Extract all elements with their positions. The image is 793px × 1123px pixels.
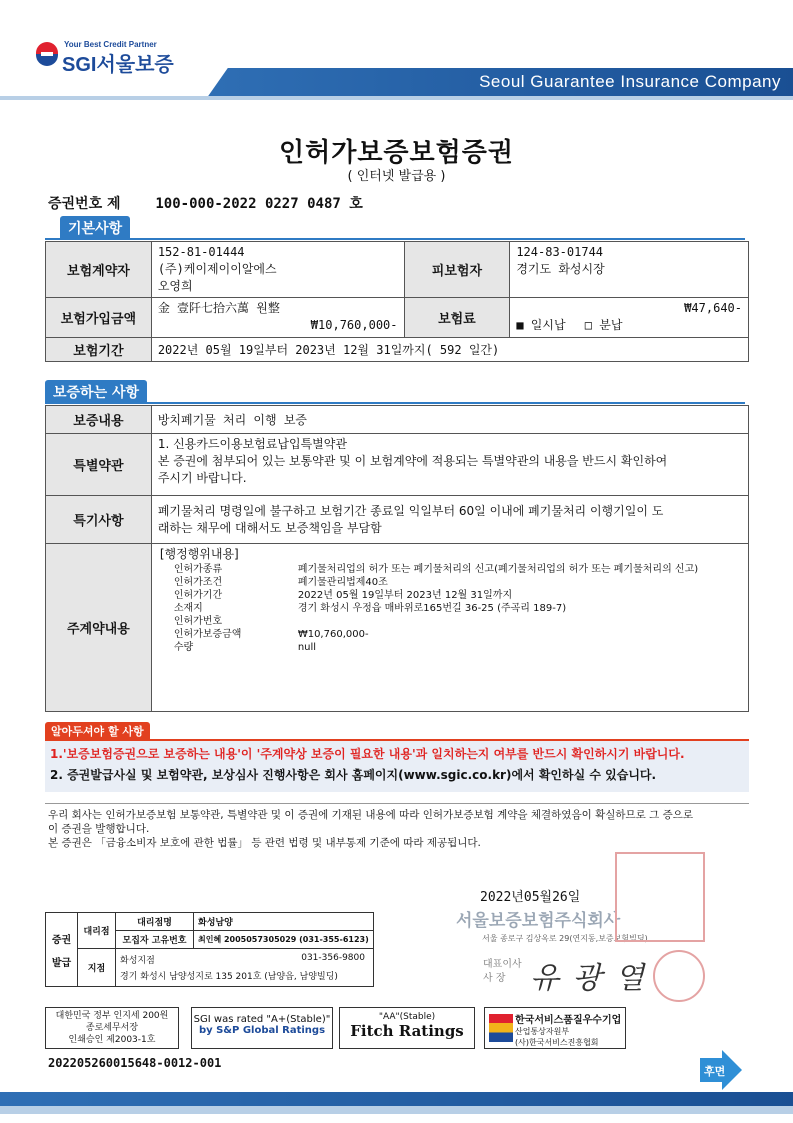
branch-address: 경기 화성시 남양성지로 135 201호 (남양읍, 남양빌딩) bbox=[120, 972, 338, 982]
amount-value bbox=[151, 298, 404, 338]
contract-row bbox=[174, 589, 742, 602]
section-divider bbox=[45, 238, 745, 240]
issuance-table bbox=[45, 912, 374, 987]
special-notes-line: 폐기물처리 명령일에 불구하고 보험기간 종료일 익일부터 60일 이내에 폐기물처리 이행기일이 도 bbox=[157, 503, 664, 518]
main-contract-label: 주계약내용 bbox=[46, 544, 152, 712]
company-name: 서울보증보험주식회사 bbox=[456, 911, 621, 931]
policyholder-label: 보험계약자 bbox=[46, 242, 152, 298]
footer-bar bbox=[0, 1092, 793, 1106]
contract-row-value: 경기 화성시 우정읍 매바위로165번길 36-25 (주곡리 189-7) bbox=[297, 603, 567, 614]
special-terms-line: 본 증권에 첨부되어 있는 보통약관 및 이 보험계약에 적용되는 특별약관의 내용을 반드시 확인하여 bbox=[157, 454, 668, 468]
insured-label: 피보험자 bbox=[404, 242, 510, 298]
stamp-tax-line: 종로세무서장 bbox=[85, 1023, 139, 1033]
period-label: 보험기간 bbox=[46, 338, 152, 362]
contract-row bbox=[174, 576, 742, 589]
section-divider bbox=[45, 402, 745, 404]
main-contract-value bbox=[151, 544, 748, 712]
insured-name: 경기도 화성시장 bbox=[516, 262, 605, 276]
branch-name: 화성지점 bbox=[120, 956, 155, 966]
branch-phone: 031-356-9800 bbox=[301, 953, 365, 963]
next-page-label: 후면 bbox=[704, 1065, 726, 1078]
ceo-label bbox=[483, 958, 522, 986]
notice-line-2: 2. 증권발급사실 및 보험약관, 보상심사 진행사항은 회사 홈페이지(www.sgic.co.kr)에서 확인하실 수 있습니다. bbox=[50, 768, 657, 782]
ceo-label-line: 대표이사 bbox=[483, 959, 522, 970]
ks-quality-line: (사)한국서비스진흥협회 bbox=[515, 1038, 599, 1047]
main-contract-rows bbox=[158, 563, 742, 654]
policyholder-value bbox=[151, 242, 404, 298]
issuance-label-line: 발급 bbox=[51, 957, 72, 969]
footer-divider bbox=[45, 803, 749, 804]
agency-label: 대리점 bbox=[78, 913, 116, 949]
serial-number: 202205260015648-0012-001 bbox=[48, 1056, 222, 1070]
amount-hanja: 金 壹阡七拾六萬 원整 bbox=[157, 301, 280, 315]
document-subtitle: ( 인터넷 발급용 ) bbox=[347, 169, 446, 184]
document-title: 인허가보증보험증권 bbox=[278, 138, 515, 168]
contract-row-key: 인허가보증금액 bbox=[173, 629, 242, 640]
contract-row-value: 폐기물처리업의 허가 또는 폐기물처리의 신고(폐기물처리업의 허가 또는 폐기물처리의 신고) bbox=[297, 564, 699, 575]
special-terms-line: 주시기 바랍니다. bbox=[157, 471, 247, 485]
contract-row-key: 인허가번호 bbox=[173, 616, 223, 627]
ks-quality-line: 한국서비스품질우수기업 bbox=[515, 1015, 622, 1026]
stamp-tax-line: 대한민국 정부 인지세 200원 bbox=[55, 1011, 169, 1021]
contract-row bbox=[174, 641, 742, 654]
policyholder-rep: 오영희 bbox=[157, 279, 193, 293]
agency-name: 화성남양 bbox=[194, 913, 374, 931]
company-address: 서울 종로구 김상옥로 29(연지동,보증보험빌딩) bbox=[482, 934, 648, 943]
footer-statement-line: 이 증권을 발행합니다. bbox=[48, 823, 150, 835]
contract-row bbox=[174, 602, 742, 615]
policyholder-name: (주)케이제이이알에스 bbox=[157, 262, 277, 276]
period-value: 2022년 05월 19일부터 2023년 12월 31일까지( 592 일간) bbox=[151, 338, 748, 362]
contract-row-value: 2022년 05월 19일부터 2023년 12월 31일까지 bbox=[297, 590, 513, 601]
sp-rating-line: SGI was rated "A+(Stable)" bbox=[193, 1014, 331, 1025]
issue-date: 2022년05월26일 bbox=[480, 890, 581, 905]
agency-name-label: 대리점명 bbox=[116, 913, 194, 931]
contract-row bbox=[174, 615, 742, 628]
special-notes-line: 래하는 채무에 대해서도 보증책임을 부담함 bbox=[157, 520, 382, 535]
special-terms-line: 1. 신용카드이용보험료납입특별약관 bbox=[157, 437, 347, 451]
contract-row bbox=[174, 563, 742, 576]
payment-method bbox=[516, 317, 742, 334]
branch-label: 지점 bbox=[78, 949, 116, 987]
sp-rating-line: by S&P Global Ratings bbox=[198, 1025, 326, 1036]
ks-quality-line: 산업통상자원부 bbox=[515, 1027, 570, 1036]
special-notes-label: 특기사항 bbox=[46, 496, 152, 544]
stamp-tax-badge bbox=[45, 1007, 179, 1049]
logo-name: SGI서울보증 bbox=[62, 54, 174, 76]
insured-reg-no: 124-83-01744 bbox=[516, 245, 604, 259]
pay-lump-checkbox: ■ 일시납 bbox=[516, 318, 566, 332]
issuance-label-line: 증권 bbox=[51, 934, 72, 946]
contract-row-key: 인허가종류 bbox=[173, 564, 223, 575]
guarantee-content-label: 보증내용 bbox=[46, 406, 152, 434]
recruiter-label: 모집자 고유번호 bbox=[116, 931, 194, 949]
ks-quality-badge bbox=[484, 1007, 626, 1049]
ceo-seal-icon bbox=[653, 950, 705, 1002]
footer-statement-line: 우리 회사는 인허가보증보험 보통약관, 특별약관 및 이 증권에 기재된 내용에 따라 인허가보증보험 계약을 체결하였음이 확실하므로 그 증으로 bbox=[48, 809, 694, 821]
certificate-number-value: 100-000-2022 0227 0487 호 bbox=[155, 196, 363, 212]
footer-underline bbox=[0, 1106, 793, 1114]
header-underline bbox=[0, 96, 793, 100]
premium-value bbox=[510, 298, 749, 338]
special-notes-value bbox=[151, 496, 748, 544]
contract-row-value: ₩10,760,000- bbox=[297, 629, 369, 640]
premium-label: 보험료 bbox=[404, 298, 510, 338]
contract-row-key: 소재지 bbox=[173, 603, 203, 614]
premium-amount: ₩47,640- bbox=[684, 301, 742, 315]
company-seal-icon bbox=[615, 852, 705, 942]
contract-row-key: 수량 bbox=[173, 642, 194, 653]
ceo-signature: 유 광 열 bbox=[530, 961, 647, 996]
ks-quality-icon bbox=[489, 1014, 513, 1042]
sgi-logo-icon bbox=[36, 42, 58, 66]
pay-installment-checkbox: □ 분납 bbox=[584, 318, 623, 332]
contract-row-key: 인허가조건 bbox=[173, 577, 223, 588]
main-contract-heading: [행정행위내용] bbox=[159, 547, 239, 561]
guarantee-table bbox=[45, 405, 749, 712]
issuance-label bbox=[46, 913, 78, 987]
branch-info bbox=[116, 949, 374, 987]
notice-tab: 알아두셔야 할 사항 bbox=[45, 722, 150, 739]
policyholder-reg-no: 152-81-01444 bbox=[157, 245, 245, 259]
ceo-label-line: 사 장 bbox=[483, 973, 506, 984]
contract-row-value: null bbox=[297, 642, 317, 653]
footer-statement-line: 본 증권은 「금융소비자 보호에 관한 법률」 등 관련 법령 및 내부통제 기준에 따라 제공됩니다. bbox=[48, 837, 481, 849]
fitch-rating-line: Fitch Ratings bbox=[350, 1022, 464, 1040]
special-terms-label: 특별약관 bbox=[46, 434, 152, 496]
section-tab-guarantee: 보증하는 사항 bbox=[45, 380, 147, 402]
fitch-rating-line: "AA"(Stable) bbox=[378, 1012, 436, 1022]
certificate-number-label: 증권번호 제 bbox=[48, 196, 121, 212]
contract-row-key: 인허가기간 bbox=[173, 590, 223, 601]
branch-row bbox=[120, 953, 369, 966]
footer-statement bbox=[48, 808, 748, 850]
notice-line-1: 1.'보증보험증권으로 보증하는 내용'이 '주계약상 보증이 필요한 내용'과 일치하는지 여부를 반드시 확인하시기 바랍니다. bbox=[50, 747, 685, 761]
next-page-button[interactable] bbox=[700, 1050, 742, 1090]
basic-info-table bbox=[45, 241, 749, 362]
contract-row bbox=[174, 628, 742, 641]
logo-tagline: Your Best Credit Partner bbox=[64, 40, 157, 49]
guarantee-content-value: 방치폐기물 처리 이행 보증 bbox=[151, 406, 748, 434]
insured-value bbox=[510, 242, 749, 298]
amount-label: 보험가입금액 bbox=[46, 298, 152, 338]
fitch-rating-badge bbox=[339, 1007, 475, 1049]
sp-rating-badge bbox=[191, 1007, 333, 1049]
contract-row-value: 폐기물관리법제40조 bbox=[297, 577, 388, 588]
recruiter-value: 최인혜 2005057305029 (031-355-6123) bbox=[194, 931, 374, 949]
special-terms-value bbox=[151, 434, 748, 496]
section-tab-basic: 기본사항 bbox=[60, 216, 130, 238]
stamp-tax-line: 인쇄승인 제2003-1호 bbox=[68, 1035, 156, 1045]
certificate-number bbox=[48, 193, 363, 213]
company-english-name: Seoul Guarantee Insurance Company bbox=[479, 72, 781, 91]
amount-won: ₩10,760,000- bbox=[310, 318, 398, 332]
